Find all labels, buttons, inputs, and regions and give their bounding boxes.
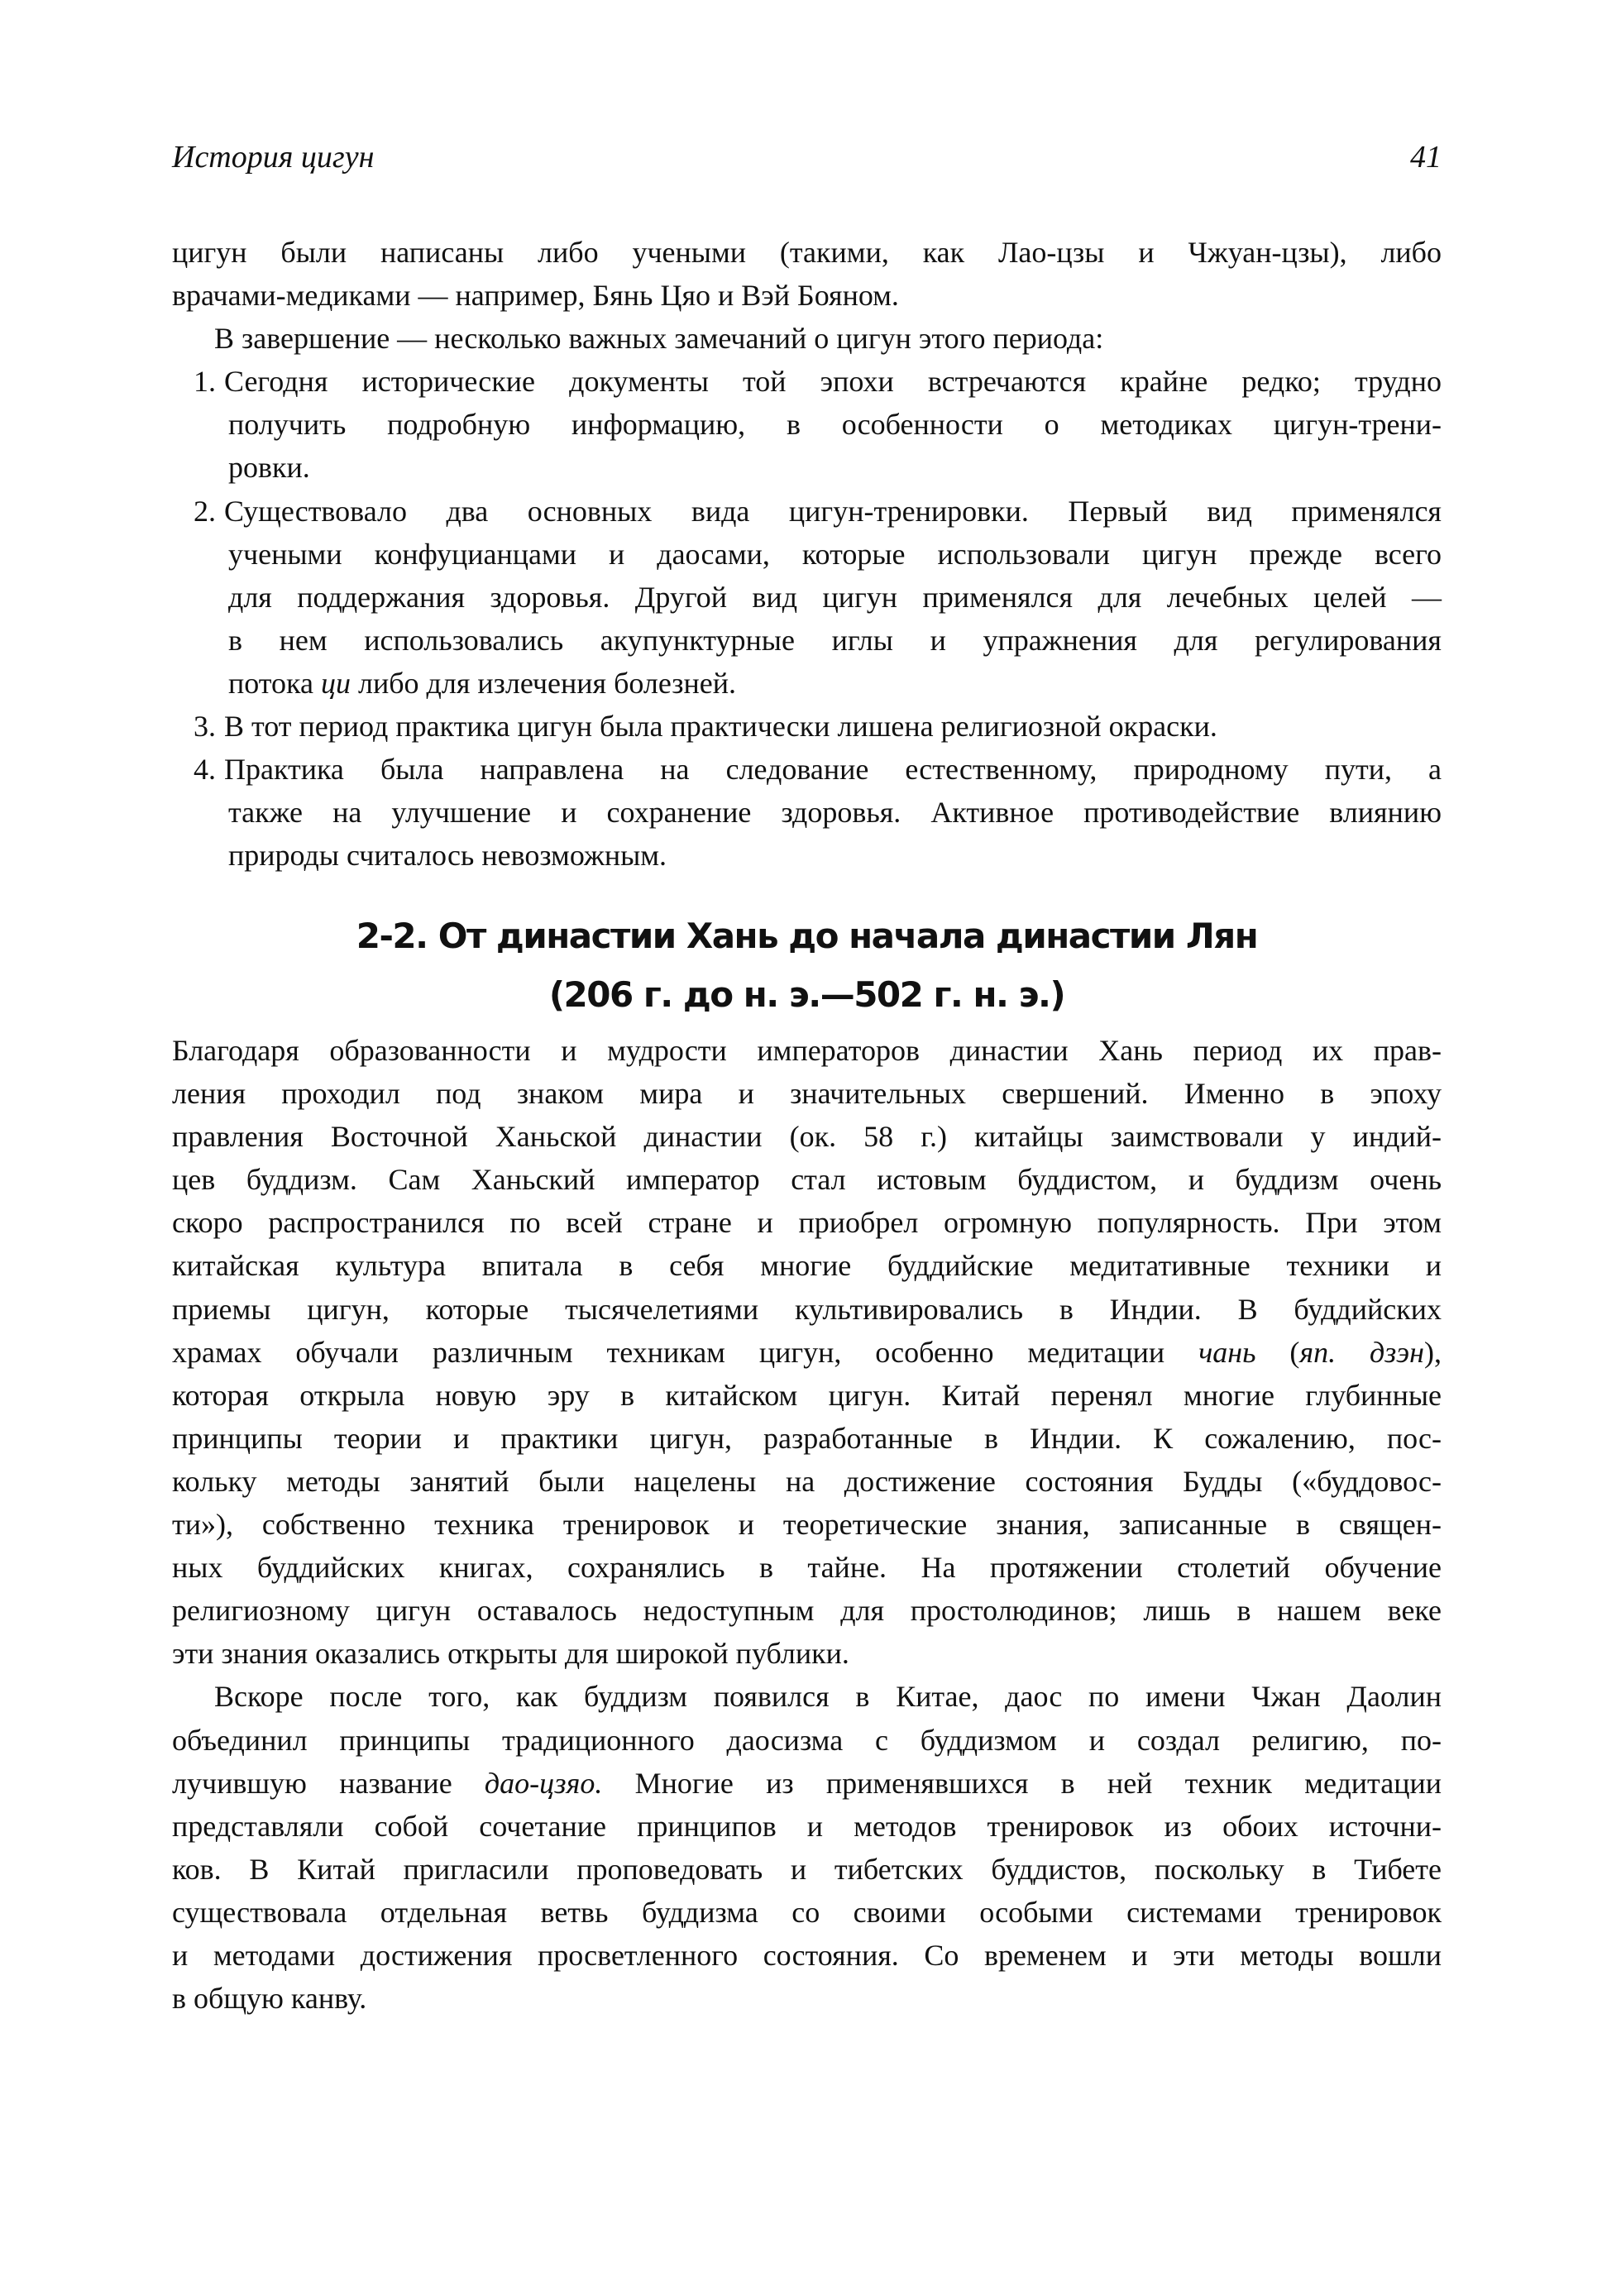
text-line: эти знания оказались открыты для широкой публики. — [172, 1637, 849, 1671]
text-line: В завершение — несколько важных замечаний о цигун этого периода: — [214, 322, 1104, 356]
text-line: цев буддизм. Сам Ханьский император стал истовым буддистом, и буддизм очень — [172, 1163, 1442, 1197]
text-line: 3. В тот период практика цигун была практически лишена религиозной окраски. — [172, 705, 1442, 748]
heading-line-2: (206 г. до н. э.—502 г. н. э.) — [548, 974, 1065, 1015]
text-line: цигун были написаны либо учеными (такими, как Лао-цзы и Чжуан-цзы), либо — [172, 236, 1442, 269]
italic-term: ци — [320, 666, 351, 700]
running-header-title: История цигун — [172, 140, 375, 175]
text-line: принципы теории и практики цигун, разработанные в Индии. К сожалению, пос- — [172, 1421, 1442, 1455]
text-line: 1. Сегодня исторические документы той эпохи встречаются крайне редко; трудно — [172, 360, 1442, 403]
page-number: 41 — [1410, 140, 1442, 175]
italic-term: яп. дзэн — [1299, 1335, 1424, 1369]
text-line: в общую канву. — [172, 1982, 367, 2016]
text-line: потока ци либо для излечения болезней. — [228, 666, 737, 700]
text-line: в нем использовались акупунктурные иглы и упражнения для регулирования — [228, 623, 1442, 657]
text-line: и методами достижения просветленного состояния. Со временем и эти методы вошли — [172, 1938, 1442, 1972]
italic-term: дао-цзяо. — [484, 1766, 603, 1800]
list-number: 1. — [194, 365, 216, 399]
text-line: ных буддийских книгах, сохранялись в тайне. На протяжении столетий обучение — [172, 1551, 1442, 1585]
text-line: ков. В Китай пригласили проповедовать и тибетских буддистов, поскольку в Тибете — [172, 1852, 1442, 1886]
text-line: ти»), собственно техника тренировок и теоретические знания, записанные в священ- — [172, 1508, 1442, 1542]
text-line: представляли собой сочетание принципов и методов тренировок из обоих источни- — [172, 1809, 1442, 1843]
section-heading — [172, 906, 1442, 1024]
text-line: религиозному цигун оставалось недоступным для простолюдинов; лишь в нашем веке — [172, 1594, 1442, 1628]
text-line: 4. Практика была направлена на следование естественному, природному пути, а — [172, 748, 1442, 791]
text-line: объединил принципы традиционного даосизма с буддизмом и создал религию, по- — [172, 1723, 1442, 1757]
text-line: лучившую название дао-цзяо. Многие из применявшихся в ней техник медитации — [172, 1766, 1442, 1800]
text-line: ровки. — [228, 451, 310, 485]
section-1-text — [172, 231, 1442, 877]
text-line: для поддержания здоровья. Другой вид цигун применялся для лечебных целей — — [228, 580, 1442, 614]
text-line: получить подробную информацию, в особенности о методиках цигун-трени- — [228, 408, 1442, 442]
text-line: также на улучшение и сохранение здоровья. Активное противодействие влиянию — [228, 796, 1442, 830]
list-number: 4. — [194, 753, 216, 787]
text-line: 2. Существовало два основных вида цигун-тренировки. Первый вид применялся — [172, 490, 1442, 533]
section-2-text — [172, 1029, 1442, 2020]
text-line: существовала отдельная ветвь буддизма со своими особыми системами тренировок — [172, 1895, 1442, 1929]
text-line: врачами-медиками — например, Бянь Цяо и Вэй Бояном. — [172, 279, 899, 313]
text-line: Благодаря образованности и мудрости императоров династии Хань период их прав- — [172, 1034, 1442, 1067]
text-line: учеными конфуцианцами и даосами, которые использовали цигун прежде всего — [228, 537, 1442, 571]
heading-line-1: 2-2. От династии Хань до начала династии Лян — [356, 916, 1258, 956]
text-line: Вскоре после того, как буддизм появился в Китае, даос по имени Чжан Даолин — [214, 1680, 1442, 1714]
text-line: правления Восточной Ханьской династии (ок. 58 г.) китайцы заимствовали у индий- — [172, 1120, 1442, 1154]
text-line: храмах обучали различным техникам цигун, особенно медитации чань (яп. дзэн), — [172, 1335, 1442, 1369]
text-line: кольку методы занятий были нацелены на достижение состояния Будды («буддовос- — [172, 1464, 1442, 1498]
text-line: природы считалось невозможным. — [228, 839, 667, 873]
list-number: 2. — [194, 494, 216, 528]
text-line: приемы цигун, которые тысячелетиями культивировались в Индии. В буддийских — [172, 1292, 1442, 1326]
list-number: 3. — [194, 710, 216, 744]
italic-term: чань — [1198, 1335, 1256, 1369]
text-line: китайская культура впитала в себя многие буддийские медитативные техники и — [172, 1249, 1442, 1283]
text-line: скоро распространился по всей стране и приобрел огромную популярность. При этом — [172, 1206, 1442, 1240]
text-line: ления проходил под знаком мира и значительных свершений. Именно в эпоху — [172, 1077, 1442, 1111]
text-line: которая открыла новую эру в китайском цигун. Китай перенял многие глубинные — [172, 1378, 1442, 1412]
